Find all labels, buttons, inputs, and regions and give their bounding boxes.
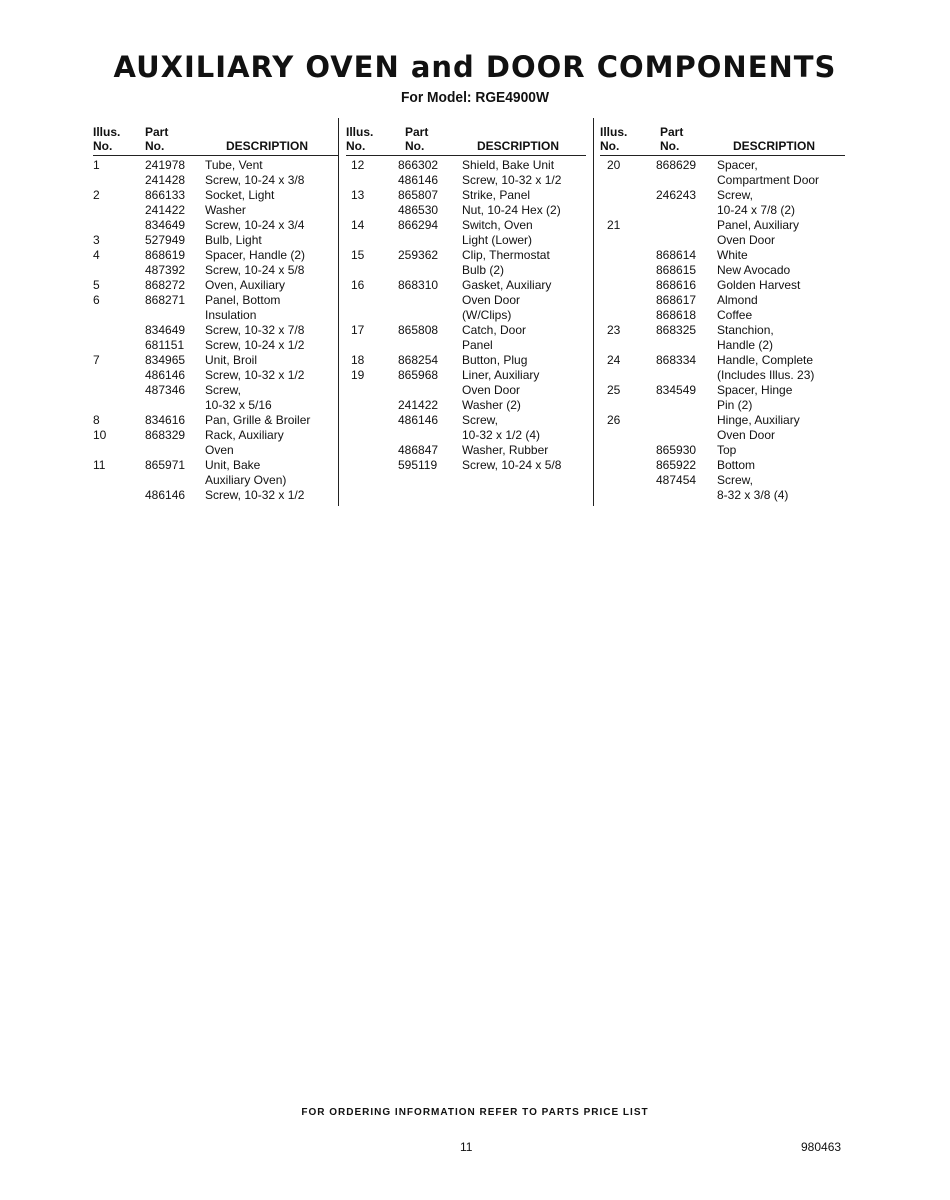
model-subtitle: For Model: RGE4900W	[400, 89, 549, 106]
parts-row	[600, 293, 845, 308]
parts-row	[93, 458, 338, 473]
parts-row	[93, 413, 338, 428]
illus-number: 4	[93, 248, 100, 262]
parts-row	[93, 293, 338, 308]
illus-number: 17	[351, 323, 365, 337]
part-description: 10-32 x 5/16	[205, 398, 272, 412]
parts-row	[346, 398, 586, 413]
parts-row	[93, 353, 338, 368]
part-number: 865930	[656, 443, 697, 457]
part-number: 487346	[145, 383, 186, 397]
parts-row	[93, 383, 338, 398]
part-description: 10-24 x 7/8 (2)	[717, 203, 796, 217]
header-description: DESCRIPTION	[733, 139, 816, 153]
part-description: Rack, Auxiliary	[205, 428, 284, 442]
parts-row	[600, 173, 845, 188]
parts-row	[600, 188, 845, 203]
part-description: Shield, Bake Unit	[462, 158, 555, 172]
part-description: Bulb (2)	[462, 263, 505, 277]
illus-number: 1	[93, 158, 100, 172]
parts-row	[93, 233, 338, 248]
parts-column-3	[600, 122, 845, 503]
parts-row	[346, 443, 586, 458]
part-description: Button, Plug	[462, 353, 528, 367]
part-number: 241978	[145, 158, 186, 172]
parts-row	[93, 278, 338, 293]
parts-row	[600, 308, 845, 323]
part-description: Bulb, Light	[205, 233, 262, 247]
part-description: (Includes Illus. 23)	[717, 368, 815, 382]
parts-row	[346, 263, 586, 278]
parts-row	[93, 308, 338, 323]
part-number: 868615	[656, 263, 697, 277]
part-number: 487392	[145, 263, 186, 277]
parts-row	[346, 368, 586, 383]
part-number: 868271	[145, 293, 186, 307]
illus-number: 26	[607, 413, 621, 427]
part-description: 8-32 x 3/8 (4)	[717, 488, 789, 502]
part-number: 486146	[398, 173, 439, 187]
part-description: White	[717, 248, 748, 262]
part-description: Panel, Auxiliary	[717, 218, 800, 232]
illus-number: 2	[93, 188, 100, 202]
part-description: Screw, 10-24 x 5/8	[462, 458, 562, 472]
document-number: 980463	[801, 1140, 842, 1154]
parts-row	[600, 428, 845, 443]
part-description: Oven Door	[462, 293, 521, 307]
parts-row	[600, 263, 845, 278]
parts-row	[93, 218, 338, 233]
part-number: 834965	[145, 353, 186, 367]
parts-row	[93, 263, 338, 278]
illus-number: 6	[93, 293, 100, 307]
parts-row	[346, 218, 586, 233]
part-description: Almond	[717, 293, 758, 307]
column-header	[93, 122, 338, 156]
parts-row	[346, 413, 586, 428]
part-number: 866302	[398, 158, 439, 172]
parts-row	[93, 368, 338, 383]
part-description: Nut, 10-24 Hex (2)	[462, 203, 561, 217]
part-number: 834616	[145, 413, 186, 427]
part-description: Screw,	[462, 413, 499, 427]
part-number: 834649	[145, 218, 186, 232]
column-header	[346, 122, 586, 156]
parts-row	[346, 338, 586, 353]
ordering-info-footer: FOR ORDERING INFORMATION REFER TO PARTS PRICE LIST	[301, 1107, 649, 1118]
parts-row	[93, 188, 338, 203]
header-illus-no: Illus. No.	[93, 125, 121, 153]
parts-row	[346, 353, 586, 368]
part-description: Screw,	[717, 473, 754, 487]
part-number: 241422	[145, 203, 186, 217]
part-description: Handle (2)	[717, 338, 774, 352]
parts-row	[93, 323, 338, 338]
parts-row	[93, 248, 338, 263]
part-number: 868614	[656, 248, 697, 262]
parts-row	[346, 323, 586, 338]
part-number: 868254	[398, 353, 439, 367]
part-number: 868629	[656, 158, 697, 172]
parts-row	[346, 158, 586, 173]
illus-number: 19	[351, 368, 365, 382]
part-description: Spacer, Hinge	[717, 383, 793, 397]
illus-number: 5	[93, 278, 100, 292]
part-description: Coffee	[717, 308, 753, 322]
illus-number: 21	[607, 218, 621, 232]
parts-row	[600, 458, 845, 473]
part-description: Screw, 10-32 x 1/2	[205, 368, 305, 382]
part-description: Oven Door	[717, 428, 776, 442]
parts-column-2	[346, 122, 586, 473]
parts-row	[346, 428, 586, 443]
illus-number: 18	[351, 353, 365, 367]
parts-row	[93, 473, 338, 488]
part-number: 595119	[398, 458, 438, 472]
part-number: 868329	[145, 428, 186, 442]
parts-row	[346, 308, 586, 323]
part-description: Insulation	[205, 308, 257, 322]
part-description: Handle, Complete	[717, 353, 814, 367]
part-description: Washer (2)	[462, 398, 521, 412]
parts-row	[346, 383, 586, 398]
part-description: Spacer,	[717, 158, 758, 172]
parts-row	[600, 233, 845, 248]
illus-number: 3	[93, 233, 100, 247]
part-description: Stanchion,	[717, 323, 774, 337]
parts-row	[346, 248, 586, 263]
part-description: Clip, Thermostat	[462, 248, 550, 262]
parts-row	[600, 218, 845, 233]
part-number: 246243	[656, 188, 697, 202]
illus-number: 10	[93, 428, 107, 442]
illus-number: 24	[607, 353, 621, 367]
illus-number: 20	[607, 158, 621, 172]
part-description: Auxiliary Oven)	[205, 473, 287, 487]
parts-rows	[600, 156, 845, 503]
part-description: Panel, Bottom	[205, 293, 281, 307]
part-description: Spacer, Handle (2)	[205, 248, 306, 262]
parts-row	[346, 233, 586, 248]
part-description: Light (Lower)	[462, 233, 533, 247]
part-number: 865808	[398, 323, 439, 337]
illus-number: 13	[351, 188, 365, 202]
header-illus-no: Illus. No.	[600, 125, 628, 153]
illus-number: 8	[93, 413, 100, 427]
header-illus-no: Illus. No.	[346, 125, 374, 153]
header-part-no: Part No.	[660, 125, 684, 153]
part-number: 527949	[145, 233, 186, 247]
parts-row	[600, 383, 845, 398]
part-description: Oven Door	[717, 233, 776, 247]
part-description: Oven Door	[462, 383, 521, 397]
part-description: Strike, Panel	[462, 188, 531, 202]
parts-row	[346, 173, 586, 188]
parts-row	[600, 353, 845, 368]
part-description: Liner, Auxiliary	[462, 368, 540, 382]
column-divider	[593, 118, 594, 506]
parts-rows	[346, 156, 586, 473]
part-description: Panel	[462, 338, 493, 352]
parts-row	[93, 173, 338, 188]
part-description: New Avocado	[717, 263, 791, 277]
header-description: DESCRIPTION	[226, 139, 309, 153]
parts-row	[93, 428, 338, 443]
column-divider	[338, 118, 339, 506]
illus-number: 15	[351, 248, 365, 262]
part-description: Oven	[205, 443, 234, 457]
parts-row	[600, 398, 845, 413]
parts-row	[93, 338, 338, 353]
part-description: Screw, 10-32 x 1/2	[205, 488, 305, 502]
header-description: DESCRIPTION	[477, 139, 560, 153]
parts-row	[346, 188, 586, 203]
part-number: 486847	[398, 443, 439, 457]
part-number: 865922	[656, 458, 697, 472]
column-header	[600, 122, 845, 156]
part-number: 868272	[145, 278, 186, 292]
part-description: Switch, Oven	[462, 218, 533, 232]
part-number: 486146	[398, 413, 439, 427]
part-description: Screw, 10-24 x 5/8	[205, 263, 305, 277]
illus-number: 14	[351, 218, 365, 232]
part-description: Screw,	[717, 188, 754, 202]
parts-row	[600, 338, 845, 353]
part-description: Socket, Light	[205, 188, 275, 202]
part-number: 681151	[145, 338, 185, 352]
part-number: 486530	[398, 203, 439, 217]
parts-row	[346, 278, 586, 293]
parts-row	[600, 413, 845, 428]
part-description: Screw, 10-32 x 1/2	[462, 173, 562, 187]
part-description: Hinge, Auxiliary	[717, 413, 800, 427]
part-description: 10-32 x 1/2 (4)	[462, 428, 541, 442]
parts-row	[93, 158, 338, 173]
part-description: Pin (2)	[717, 398, 753, 412]
illus-number: 7	[93, 353, 100, 367]
part-number: 868325	[656, 323, 697, 337]
part-description: Tube, Vent	[205, 158, 263, 172]
illus-number: 16	[351, 278, 365, 292]
parts-row	[93, 203, 338, 218]
part-number: 868618	[656, 308, 697, 322]
part-number: 241428	[145, 173, 186, 187]
illus-number: 11	[93, 458, 106, 472]
part-number: 259362	[398, 248, 439, 262]
part-description: (W/Clips)	[462, 308, 512, 322]
parts-column-1	[93, 122, 338, 503]
part-number: 486146	[145, 368, 186, 382]
parts-row	[93, 488, 338, 503]
parts-row	[600, 488, 845, 503]
header-part-no: Part No.	[145, 125, 169, 153]
page-number: 11	[460, 1140, 473, 1154]
part-description: Washer, Rubber	[462, 443, 549, 457]
part-description: Screw, 10-24 x 1/2	[205, 338, 305, 352]
part-description: Screw, 10-32 x 7/8	[205, 323, 305, 337]
part-description: Oven, Auxiliary	[205, 278, 286, 292]
part-description: Compartment Door	[717, 173, 820, 187]
page-title: AUXILIARY OVEN and DOOR COMPONENTS	[113, 50, 837, 84]
part-description: Screw,	[205, 383, 242, 397]
parts-row	[346, 293, 586, 308]
parts-row	[600, 323, 845, 338]
part-description: Screw, 10-24 x 3/4	[205, 218, 305, 232]
part-number: 866133	[145, 188, 186, 202]
part-description: Unit, Broil	[205, 353, 258, 367]
part-number: 834549	[656, 383, 697, 397]
parts-row	[600, 278, 845, 293]
illus-number: 23	[607, 323, 621, 337]
part-description: Golden Harvest	[717, 278, 801, 292]
part-number: 868334	[656, 353, 697, 367]
part-description: Top	[717, 443, 737, 457]
parts-row	[93, 443, 338, 458]
part-number: 486146	[145, 488, 186, 502]
parts-row	[600, 248, 845, 263]
parts-row	[600, 158, 845, 173]
header-part-no: Part No.	[405, 125, 429, 153]
illus-number: 25	[607, 383, 621, 397]
part-description: Pan, Grille & Broiler	[205, 413, 311, 427]
parts-row	[600, 473, 845, 488]
part-number: 868617	[656, 293, 697, 307]
part-description: Washer	[205, 203, 246, 217]
part-number: 868619	[145, 248, 186, 262]
parts-row	[346, 203, 586, 218]
part-number: 866294	[398, 218, 439, 232]
parts-row	[600, 443, 845, 458]
part-number: 865971	[145, 458, 186, 472]
parts-row	[93, 398, 338, 413]
parts-row	[600, 368, 845, 383]
part-description: Unit, Bake	[205, 458, 261, 472]
part-number: 865968	[398, 368, 439, 382]
parts-rows	[93, 156, 338, 503]
part-description: Gasket, Auxiliary	[462, 278, 552, 292]
part-number: 834649	[145, 323, 186, 337]
part-number: 865807	[398, 188, 439, 202]
part-description: Bottom	[717, 458, 756, 472]
part-number: 487454	[656, 473, 697, 487]
parts-row	[346, 458, 586, 473]
illus-number: 12	[351, 158, 365, 172]
part-number: 868616	[656, 278, 697, 292]
part-description: Screw, 10-24 x 3/8	[205, 173, 305, 187]
part-description: Catch, Door	[462, 323, 527, 337]
part-number: 868310	[398, 278, 439, 292]
parts-row	[600, 203, 845, 218]
part-number: 241422	[398, 398, 439, 412]
